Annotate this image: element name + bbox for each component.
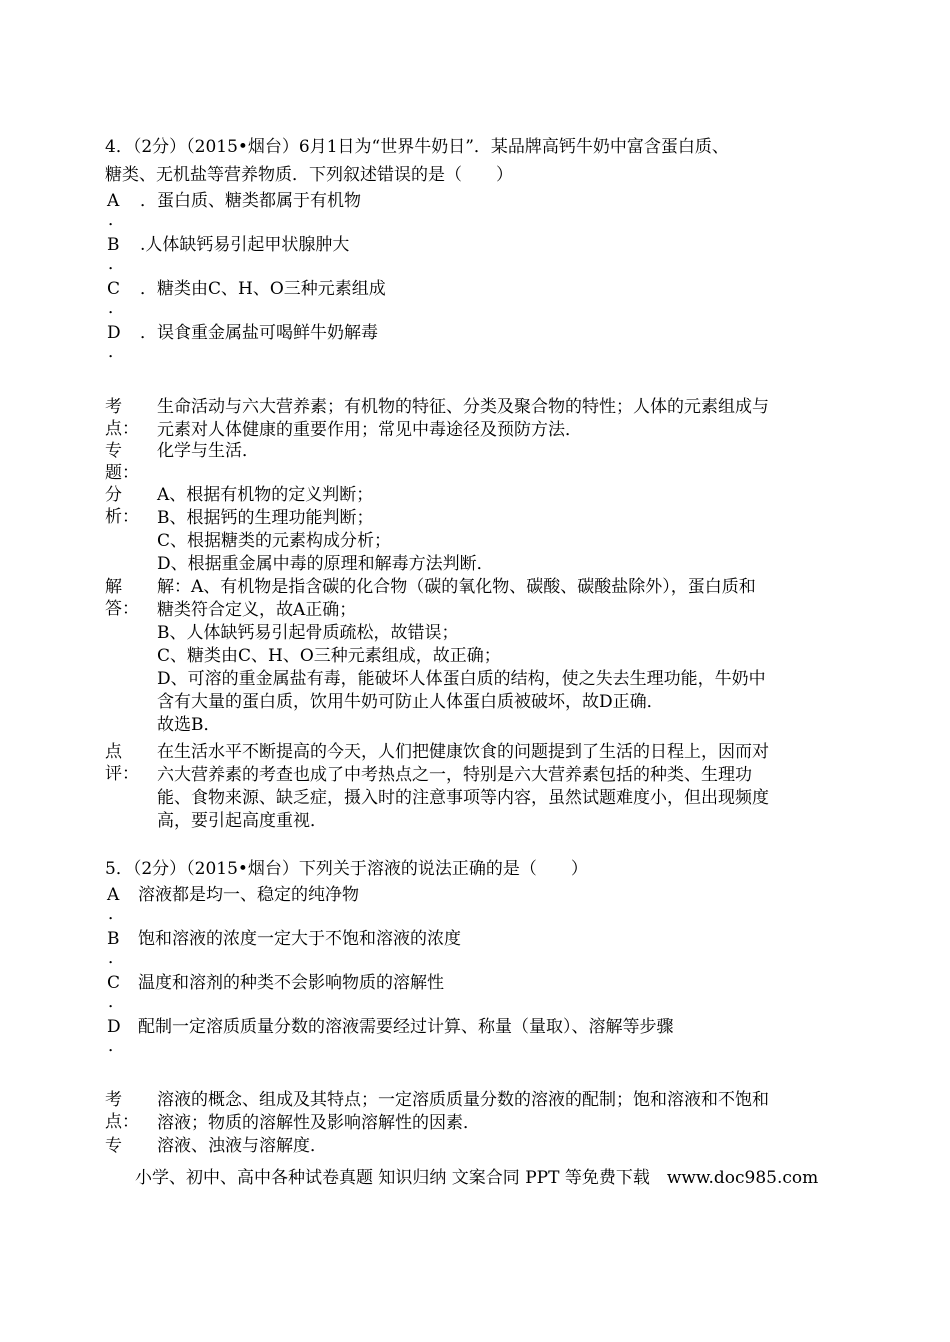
body-line: 糖类符合定义，故A正确； [157, 600, 357, 620]
body-line: D、可溶的重金属盐有毒，能破坏人体蛋白质的结构，使之失去生理功能，牛奶中 [157, 669, 766, 689]
option-letter: C [107, 279, 121, 299]
body-line: 溶液；物质的溶解性及影响溶解性的因素． [157, 1113, 480, 1133]
option-dot: ． [108, 904, 125, 924]
label-char: 专 [105, 441, 122, 461]
body-line: C、糖类由C、H、O三种元素组成，故正确； [157, 646, 501, 666]
label-char: 点： [105, 1112, 139, 1132]
section-label [105, 1135, 135, 1157]
section-label [105, 1089, 139, 1133]
section-body [157, 1089, 847, 1135]
label-char: 专 [105, 1136, 122, 1156]
option-dot: ． [108, 992, 125, 1012]
option-text: 饱和溶液的浓度一定大于不饱和溶液的浓度 [138, 929, 461, 949]
body-line: 元素对人体健康的重要作用；常见中毒途径及预防方法． [157, 420, 582, 440]
section-body [157, 484, 847, 576]
option-text: ．糖类由C、H、O三种元素组成 [140, 279, 386, 299]
option-letter: B [107, 929, 120, 949]
q4-stem-line-1: 4．（2分）（2015•烟台）6月1日为“世界牛奶日”．某品牌高钙牛奶中富含蛋白质、 [105, 137, 729, 157]
page-footer: 小学、初中、高中各种试卷真题 知识归纳 文案合同 PPT 等免费下载 www.doc985.com [135, 1168, 819, 1188]
label-char: 考 [105, 1090, 122, 1110]
body-line: 化学与生活． [157, 441, 259, 461]
option-text: ．蛋白质、糖类都属于有机物 [140, 191, 361, 211]
body-line: D、根据重金属中毒的原理和解毒方法判断． [157, 554, 494, 574]
option-letter: B [107, 235, 120, 255]
option-text: .人体缺钙易引起甲状腺肿大 [140, 235, 350, 255]
section-body [157, 576, 847, 737]
label-char: 点 [105, 742, 122, 762]
body-line: 溶液、浊液与溶解度． [157, 1136, 327, 1156]
label-char: 点： [105, 419, 139, 439]
label-char: 评： [105, 764, 139, 784]
option-text: 温度和溶剂的种类不会影响物质的溶解性 [138, 973, 444, 993]
option-dot: ． [108, 1036, 125, 1056]
body-line: 六大营养素的考查也成了中考热点之一，特别是六大营养素包括的种类、生理功 [157, 765, 752, 785]
body-line: B、根据钙的生理功能判断； [157, 508, 374, 528]
section-body [157, 1135, 847, 1158]
section-label [105, 440, 139, 484]
option-text: 溶液都是均一、稳定的纯净物 [138, 885, 359, 905]
label-char: 析： [105, 507, 139, 527]
option-dot: ． [108, 298, 125, 318]
body-line: A、根据有机物的定义判断； [157, 485, 374, 505]
body-line: 故选B． [157, 715, 221, 735]
option-letter: C [107, 973, 121, 993]
label-char: 分 [105, 485, 122, 505]
body-line: 高，要引起高度重视． [157, 811, 327, 831]
section-label [105, 741, 139, 785]
option-dot: ． [108, 342, 125, 362]
option-dot: ． [108, 254, 125, 274]
label-char: 考 [105, 397, 122, 417]
option-letter: A [107, 885, 120, 905]
q5-stem-line-1: 5．（2分）（2015•烟台）下列关于溶液的说法正确的是（ ） [105, 859, 588, 879]
body-line: 含有大量的蛋白质，饮用牛奶可防止人体蛋白质被破坏，故D正确． [157, 692, 664, 712]
label-char: 题： [105, 463, 139, 483]
body-line: 在生活水平不断提高的今天，人们把健康饮食的问题提到了生活的日程上，因而对 [157, 742, 769, 762]
body-line: B、人体缺钙易引起骨质疏松，故错误； [157, 623, 459, 643]
label-char: 答： [105, 599, 139, 619]
section-body [157, 396, 847, 442]
body-line: 生命活动与六大营养素；有机物的特征、分类及聚合物的特性；人体的元素组成与 [157, 397, 769, 417]
section-body [157, 741, 847, 833]
section-body [157, 440, 847, 463]
option-dot: ． [108, 210, 125, 230]
option-letter: D [107, 1017, 121, 1037]
option-dot: ． [108, 948, 125, 968]
body-line: 能、食物来源、缺乏症，摄入时的注意事项等内容，虽然试题难度小，但出现频度 [157, 788, 769, 808]
section-label [105, 484, 139, 528]
section-label [105, 396, 139, 440]
section-label [105, 576, 139, 620]
label-char: 解 [105, 577, 122, 597]
body-line: 溶液的概念、组成及其特点；一定溶质质量分数的溶液的配制；饱和溶液和不饱和 [157, 1090, 769, 1110]
option-letter: A [107, 191, 120, 211]
q4-stem-line-2: 糖类、无机盐等营养物质．下列叙述错误的是（ ） [105, 165, 513, 185]
option-text: ．误食重金属盐可喝鲜牛奶解毒 [140, 323, 378, 343]
option-letter: D [107, 323, 121, 343]
body-line: 解：A、有机物是指含碳的化合物（碳的氧化物、碳酸、碳酸盐除外），蛋白质和 [157, 577, 756, 597]
option-text: 配制一定溶质质量分数的溶液需要经过计算、称量（量取）、溶解等步骤 [138, 1017, 674, 1037]
body-line: C、根据糖类的元素构成分析； [157, 531, 392, 551]
